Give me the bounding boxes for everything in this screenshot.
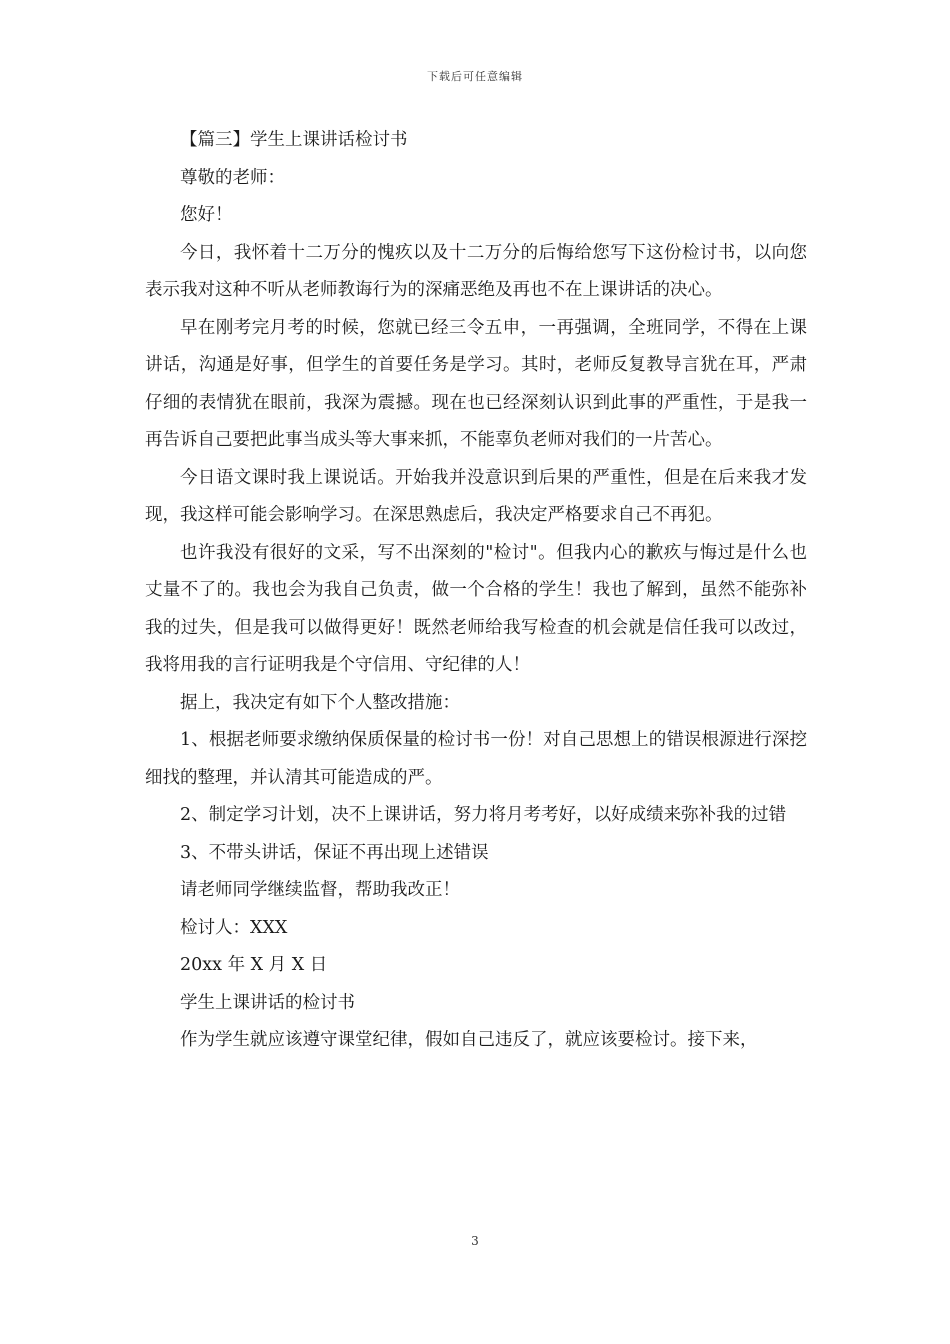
page-number: 3 — [471, 1234, 479, 1248]
body-paragraph: 今日语文课时我上课说话。开始我并没意识到后果的严重性，但是在后来我才发现，我这样可能会影响学习。在深思熟虑后，我决定严格要求自己不再犯。 — [145, 467, 807, 525]
closing-line: 请老师同学继续监督，帮助我改正！ — [180, 880, 460, 900]
body-paragraph: 也许我没有很好的文采，写不出深刻的"检讨"。但我内心的歉疚与悔过是什么也丈量不了的。我也会为我自己负责，做一个合格的学生！我也了解到，虽然不能弥补我的过失，但是我可以做得更好！既然老师给我写检查的机会就是信任我可以改过，我将用我的言行证明我是个守信用、守纪律的人！ — [145, 542, 807, 675]
measure-item: 1、根据老师要求缴纳保质保量的检讨书一份！对自己思想上的错误根源进行深挖细找的整理，并认清其可能造成的严。 — [145, 730, 807, 788]
date-line: 20xx 年 X 月 X 日 — [180, 955, 328, 975]
greeting: 您好！ — [180, 205, 233, 225]
salutation: 尊敬的老师： — [180, 167, 285, 188]
document-body — [145, 122, 807, 1060]
next-section-title: 学生上课讲话的检讨书 — [180, 992, 355, 1013]
signature: 检讨人：XXX — [180, 917, 288, 938]
measure-item: 3、不带头讲话，保证不再出现上述错误 — [180, 842, 489, 863]
section-title: 【篇三】学生上课讲话检讨书 — [180, 130, 408, 150]
body-paragraph: 今日，我怀着十二万分的愧疚以及十二万分的后悔给您写下这份检讨书，以向您表示我对这种不听从老师教诲行为的深痛恶绝及再也不在上课讲话的决心。 — [145, 242, 807, 300]
header-note: 下载后可任意编辑 — [427, 70, 523, 83]
body-paragraph: 早在刚考完月考的时候，您就已经三令五申，一再强调，全班同学，不得在上课讲话，沟通是好事，但学生的首要任务是学习。其时，老师反复教导言犹在耳，严肃仔细的表情犹在眼前，我深为震撼。现在也已经深刻认识到此事的严重性，于是我一再告诉自己要把此事当成头等大事来抓，不能辜负老师对我们的一片苦心。 — [145, 317, 807, 450]
measures-intro: 据上，我决定有如下个人整改措施： — [180, 692, 460, 713]
measure-item: 2、制定学习计划，决不上课讲话，努力将月考考好，以好成绩来弥补我的过错 — [180, 805, 787, 825]
body-paragraph: 作为学生就应该遵守课堂纪律，假如自己违反了，就应该要检讨。接下来， — [180, 1030, 758, 1050]
